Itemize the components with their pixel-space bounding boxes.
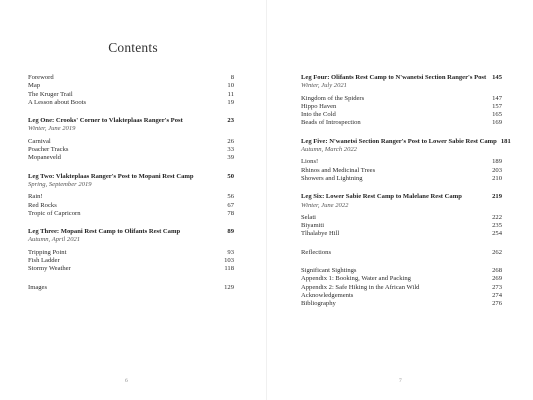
toc-entry [28,202,234,210]
entry-page: 165 [492,111,502,119]
left-page [0,0,266,400]
leg-page: 50 [227,172,234,180]
leg-page: 89 [227,228,234,236]
leg-page: 219 [492,193,502,201]
leg-page: 145 [492,74,502,81]
entry-title: Appendix 2: Safe Hiking in the African Wild [301,283,420,291]
spacer [301,183,502,193]
toc-entry [301,111,502,119]
toc-entry [28,265,234,273]
entry-page: 8 [230,74,234,81]
leg-title: Leg Six: Lower Sabie Rest Camp to Malelane Rest Camp [301,193,462,201]
leg-title: Leg Three: Mopani Rest Camp to Olifants Rest Camp [28,228,181,236]
leg-date: Winter, June 2022 [301,201,349,209]
entry-page: 19 [227,98,234,106]
leg-title: Leg Two: Vlakteplaas Ranger's Post to Mopani Rest Camp [28,172,194,180]
toc-entry [28,210,234,218]
page-number: 6 [125,378,128,384]
toc-entry-boots [28,99,234,107]
right-page [267,0,533,400]
entry-page: 169 [492,119,502,127]
leg-date: Winter, July 2021 [301,82,347,90]
entry-title: Reflections [301,248,332,256]
entry-title: Poacher Tracks [28,146,69,154]
entry-title: Fish Ladder [28,257,60,265]
toc-entry [301,275,502,283]
entry-page: 118 [224,265,234,273]
entry-title: Map [28,82,41,90]
entry-title: Tripping Point [28,248,67,256]
toc-entry-map [28,82,234,90]
toc-entry [301,214,502,222]
entry-page: 254 [492,230,502,238]
entry-title: Lions! [301,158,319,166]
entry-page: 189 [492,158,502,166]
leg-title: Leg Five: N'wanetsi Section Ranger's Post to Lower Sabie Rest Camp [301,137,497,145]
toc-left [28,74,234,292]
entry-page: 39 [227,154,234,162]
leg-date: Spring, September 2019 [28,180,92,188]
leg-heading [28,228,234,236]
entry-title: Tlhalabye Hill [301,230,340,238]
entry-title: The Kruger Trail [28,90,73,98]
entry-page: 56 [227,193,234,201]
leg-date: Autumn, April 2021 [28,236,81,244]
entry-page: 203 [492,166,502,174]
entry-title: Showers and Lightning [301,174,363,182]
entry-page: 262 [492,248,502,256]
entry-title: A Lesson about Boots [28,98,87,106]
toc-entry [301,175,502,183]
page-number: 7 [399,378,402,384]
entry-title: Carnival [28,137,51,145]
leg-heading [301,193,502,201]
leg-page: 23 [227,117,234,125]
entry-title: Biyamiti [301,222,325,230]
toc-entry [28,138,234,146]
entry-page: 78 [227,209,234,217]
entry-title: Appendix 1: Booking, Water and Packing [301,275,411,283]
entry-page: 147 [492,94,502,102]
leg-date: Winter, June 2019 [28,125,76,133]
toc-entry [301,292,502,300]
entry-title: Images [28,283,48,291]
toc-entry [301,300,502,308]
entry-title: Rain! [28,193,43,201]
entry-title: Tropic of Capricorn [28,209,81,217]
toc-entry [28,154,234,162]
entry-title: Foreword [28,74,54,81]
entry-title: Hippo Haven [301,102,337,110]
entry-title: Significant Sightings [301,267,357,275]
entry-title: Acknowledgements [301,291,354,299]
toc-entry [301,230,502,238]
entry-page: 129 [224,283,234,291]
leg-title: Leg Four: Olifants Rest Camp to N'wanetsi Section Ranger's Post [301,74,487,81]
entry-page: 157 [492,102,502,110]
entry-page: 11 [227,90,234,98]
entry-page: 67 [227,201,234,209]
leg-date: Autumn, March 2022 [301,146,357,154]
entry-title: Kingdom of the Spiders [301,94,365,102]
toc-entry [28,146,234,154]
toc-entry-foreword [28,74,234,82]
spacer [28,163,234,173]
toc-entry [301,167,502,175]
entry-page: 93 [227,248,234,256]
spacer [28,107,234,117]
entry-page: 276 [492,300,502,308]
leg-title: Leg One: Crooks' Corner to Vlakteplaas Ranger's Post [28,117,183,125]
contents-title: Contents [108,40,158,55]
entry-title: Mopaneveld [28,154,61,162]
entry-title: Bibliography [301,300,336,308]
entry-title: Red Rocks [28,201,57,209]
toc-entry [28,249,234,257]
toc-entry [301,222,502,230]
entry-page: 274 [492,291,502,299]
leg-heading [301,137,511,146]
entry-page: 10 [227,82,234,90]
toc-entry-images [28,284,234,292]
toc-entry-kruger-trail [28,91,234,99]
toc-entry [301,103,502,111]
leg-heading [301,74,502,82]
entry-page: 235 [492,222,502,230]
spacer [28,218,234,228]
entry-page: 33 [227,146,234,154]
toc-entry [28,257,234,265]
spacer [301,257,502,267]
toc-entry-reflections [301,249,502,257]
entry-page: 268 [492,267,502,275]
toc-entry [301,267,502,275]
leg-heading [28,173,234,181]
toc-right [301,74,511,309]
entry-page: 222 [492,213,502,221]
entry-page: 269 [492,275,502,283]
toc-entry [301,119,502,127]
entry-page: 26 [227,137,234,145]
entry-title: Into the Cold [301,111,336,119]
entry-title: Selati [301,213,317,221]
spacer [301,128,502,138]
toc-entry [28,193,234,201]
entry-page: 273 [492,283,502,291]
spacer [28,274,234,284]
entry-title: Beads of Introspection [301,119,361,127]
toc-entry [301,284,502,292]
entry-page: 103 [224,257,234,265]
entry-title: Stormy Weather [28,265,71,273]
toc-entry [301,95,502,103]
spacer [301,239,502,249]
entry-title: Rhinos and Medicinal Trees [301,166,376,174]
leg-page: 181 [500,137,511,145]
entry-page: 210 [492,174,502,182]
toc-entry [301,158,502,166]
leg-heading [28,117,234,125]
